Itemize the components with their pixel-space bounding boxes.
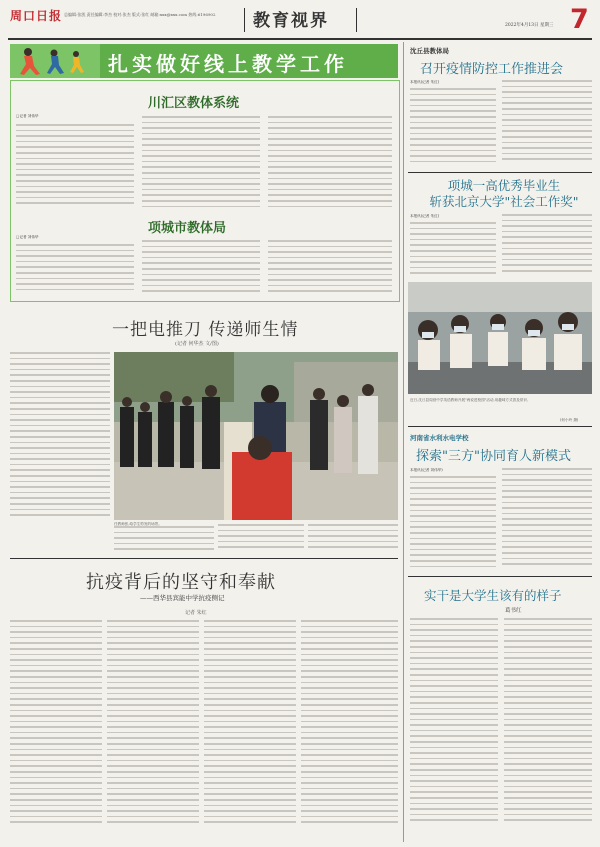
grad-body (502, 214, 592, 278)
section-divider (244, 8, 245, 32)
xiangcheng-byline: □记者 刘伟华 (16, 235, 39, 239)
article-headline: 一把电推刀 传递师生情 (112, 320, 299, 340)
kangyi-subtitle: ——西华县宾能中学抗疫侧记 (140, 594, 225, 602)
kangyi-headline: 抗疫背后的坚守和奉献 (86, 572, 276, 593)
shenqiu-kicker: 沈丘县教体局 (410, 47, 449, 55)
grad-byline: 本报讯(记者 朱红) (410, 214, 440, 218)
classroom-credit: (何小玲 摄) (560, 418, 579, 422)
chuanhui-byline: □记者 刘伟华 (16, 114, 39, 118)
article-byline: (记者 何华杰 文/图) (175, 341, 219, 347)
issue-date: 2022年4月13日 星期三 (505, 23, 554, 28)
teacher-article-body (10, 352, 110, 532)
section-rule (10, 558, 398, 559)
shenqiu-byline: 本报讯(记者 朱红) (410, 80, 440, 84)
grad-body (410, 222, 496, 278)
kangyi-byline: 记者 朱红 (185, 610, 207, 616)
water-school-byline: 本报讯(记者 刘伟华) (410, 468, 443, 472)
column-author: 葛书红 (505, 608, 522, 614)
chuanhui-body (16, 124, 134, 212)
water-school-body (502, 468, 592, 572)
chuanhui-body (268, 116, 392, 212)
column-divider (403, 42, 404, 842)
banner-title: 扎实做好线上教学工作 (108, 52, 348, 76)
chuanhui-heading: 川汇区教体系统 (148, 96, 240, 111)
water-school-kicker: 河南省水利水电学校 (410, 434, 469, 442)
kangyi-body (107, 620, 199, 840)
teacher-article-body (114, 526, 214, 554)
editors-line: 总编辑:张凯 责任编辑:李杰 校对:张杰 版式:张红 邮箱:xxx@xxx.com 热线:6196902 (64, 12, 216, 17)
column-headline: 实干是大学生该有的样子 (424, 588, 562, 603)
masthead-rule (8, 38, 592, 40)
section-rule (408, 426, 592, 427)
teacher-article-body (218, 524, 304, 552)
kangyi-body (10, 620, 102, 840)
page-number: 7 (570, 4, 589, 35)
logo: 周口日报 (10, 9, 63, 23)
section-title: 教育视界 (253, 11, 329, 31)
teacher-article-body (308, 524, 398, 552)
runner-illustration (10, 44, 100, 78)
water-school-body (410, 476, 496, 572)
chuanhui-body (142, 116, 260, 212)
xiangcheng-body (142, 240, 260, 296)
xiangcheng-heading: 项城市教体局 (148, 221, 227, 236)
column-body (504, 618, 592, 840)
grad-headline: 项城一高优秀毕业生 斩获北京大学"社会工作奖" (429, 178, 579, 209)
section-rule (408, 576, 592, 577)
section-divider (356, 8, 357, 32)
haircut-photo (114, 352, 398, 520)
kangyi-body (301, 620, 398, 840)
shenqiu-body (410, 88, 496, 168)
classroom-caption: 近日,沈丘县周营中学英语教师开展"两说进校园"活动,用趣味方式普及常识, (410, 398, 529, 402)
water-school-headline: 探索"三方"协同育人新模式 (416, 449, 571, 464)
xiangcheng-body (16, 244, 134, 296)
section-rule (408, 172, 592, 173)
photo-caption: 任教师张,给学生剪发的场景。 (114, 522, 162, 526)
classroom-photo (408, 282, 592, 394)
xiangcheng-body (268, 240, 392, 296)
column-body (410, 618, 498, 840)
shenqiu-body (502, 80, 592, 168)
kangyi-body (204, 620, 296, 840)
shenqiu-headline: 召开疫情防控工作推进会 (420, 62, 564, 77)
masthead (0, 0, 600, 40)
online-teaching-banner (10, 44, 398, 78)
